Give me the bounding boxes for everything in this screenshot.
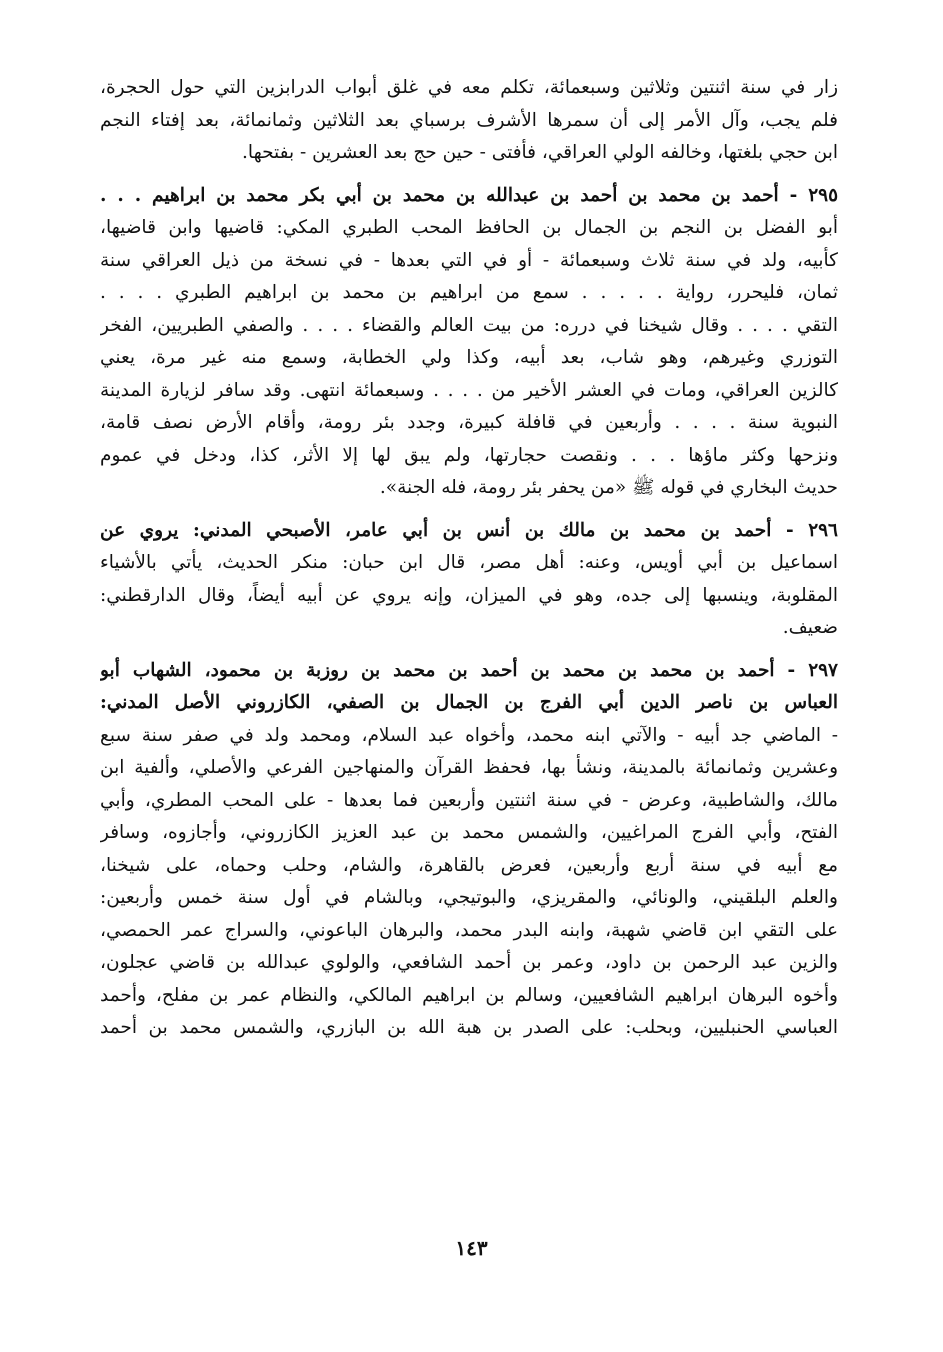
entry-296 [100, 515, 838, 645]
text-line: التوزري وغيرهم، وهو شاب، بعد أبيه، وكذا ولي الخطابة، وسمع منه غير مرة، يعني [100, 347, 838, 368]
text-line: فلم يجب، وآل الأمر إلى أن سمرها الأشرف برسباي بعد الثلاثين وثمانمائة، بعد إفتاء النجم [100, 109, 838, 131]
text-line: زار في سنة اثنتين وثلاثين وسبعمائة، تكلم معه في غلق أبواب الدرابزين التي حول الحجرة، [100, 77, 838, 98]
text-line: ابن حجي بلغتها، وخالفه الولي العراقي، فأفتى - حين حج بعد العشرين - بفتحها. [242, 142, 838, 163]
entry-heading-continued: العباس بن ناصر الدين أبي الفرج بن الجمال بن الصفي، الكازروني الأصل المدني: [100, 692, 838, 713]
text-line: - الماضي جد أبيه - والآتي ابنه محمد، وأخواه عبد السلام، ومحمد ولد في صفر سنة سبع [100, 724, 838, 746]
text-line: العباسي الحنبليين، وبحلب: على الصدر بن هبة الله بن البازري، والشمس محمد بن أحمد [100, 1017, 838, 1038]
text-line: والعلم البلقيني، والونائي، والمقريزي، والبوتيجي، وبالشام في أول سنة خمس وأربعين: [100, 887, 838, 908]
page-number: ١٤٣ [455, 1236, 488, 1260]
text-line: التقي . . . . وقال شيخنا في درره: من بيت العالم والقضاء . . . . والصفي الطبريين، الفخر [100, 314, 838, 336]
text-line: أبو الفضل بن النجم بن الجمال بن الحافظ المحب الطبري المكي: قاضيها وابن قاضيها، [100, 217, 838, 238]
text-line: النبوية سنة . . . . وأربعين في قافلة كبيرة، وجدد بئر رومة، وأقام الأرض نصف قامة، [100, 412, 838, 433]
entry-heading: ٢٩٧ - أحمد بن محمد بن محمد بن أحمد بن محمد بن روزبة بن محمود، الشهاب أبو [100, 659, 838, 681]
text-line: مالك، والشاطبية، وعرض - في سنة اثنتين وأربعين فما بعدها - على المحب المطري، وأبي [100, 789, 838, 811]
text-line: والزين عبد الرحمن بن داود، وعمر بن أحمد الشافعي، والولوي عبدالله بن قاضي عجلون، [100, 952, 838, 973]
text-line: ضعيف. [782, 617, 838, 638]
text-line: اسماعيل بن أبي أويس، وعنه: أهل مصر، قال ابن حبان: منكر الحديث، يأتي بالأشياء [100, 552, 838, 573]
entry-295 [100, 180, 838, 505]
page-body [100, 72, 838, 1045]
text-line: حديث البخاري في قوله ﷺ «من يحفر بئر رومة، فله الجنة». [379, 477, 838, 498]
entry-heading: ٢٩٦ - أحمد بن محمد بن مالك بن أنس بن أبي عامر، الأصبحي المدني: يروي عن [100, 519, 838, 541]
text-line: الفتح، وأبي الفرج المراغيين، والشمس محمد بن عبد العزيز الكازروني، وأجازوه، وسافر [100, 822, 838, 843]
text-line: ثمان، فليحرر، رواية . . . . . سمع من ابراهيم بن محمد بن ابراهيم الطبري . . . . [100, 282, 838, 303]
text-line: على التقي ابن قاضي شهبة، وابنه البدر محمد، والبرهان الباعوني، والسراج عمر الحمصي، [100, 919, 838, 941]
text-line: وعشرين وثمانمائة بالمدينة، ونشأ بها، فحفظ القرآن والمنهاجين الفرعي والأصلي، وألفية ابن [100, 757, 838, 778]
entry-heading: ٢٩٥ - أحمد بن محمد بن أحمد بن عبدالله بن محمد بن أبي بكر محمد بن ابراهيم . . . [100, 184, 838, 206]
text-line: كأبيه، ولد في سنة ثلاث وسبعمائة - أو في التي بعدها - في نسخة من ذيل العراقي سنة [100, 249, 838, 271]
text-line: مع أبيه في سنة أربع وأربعين، فعرض بالقاهرة، والشام، وحلب وحماه، على شيخنا، [100, 854, 838, 876]
text-line: المقلوبة، وينسبها إلى جده، وهو في الميزان، وإنه يروي عن أبيه أيضاً، وقال الدارقطني: [100, 584, 838, 606]
text-line: ونزحها وكثر ماؤها . . . ونقصت حجارتها، ولم يبق لها إلا الأثر، كذا، ودخل في عموم [100, 444, 838, 466]
text-line: كالزين العراقي، ومات في العشر الأخير من . . . . وسبعمائة انتهى. وقد سافر لزيارة المدينة [100, 379, 838, 401]
text-line: وأخوه البرهان ابراهيم الشافعيين، وسالم بن ابراهيم المالكي، والنظام عمر بن مفلح، وأحمد [100, 984, 838, 1006]
entry-297 [100, 655, 838, 1045]
intro-paragraph [100, 72, 838, 170]
